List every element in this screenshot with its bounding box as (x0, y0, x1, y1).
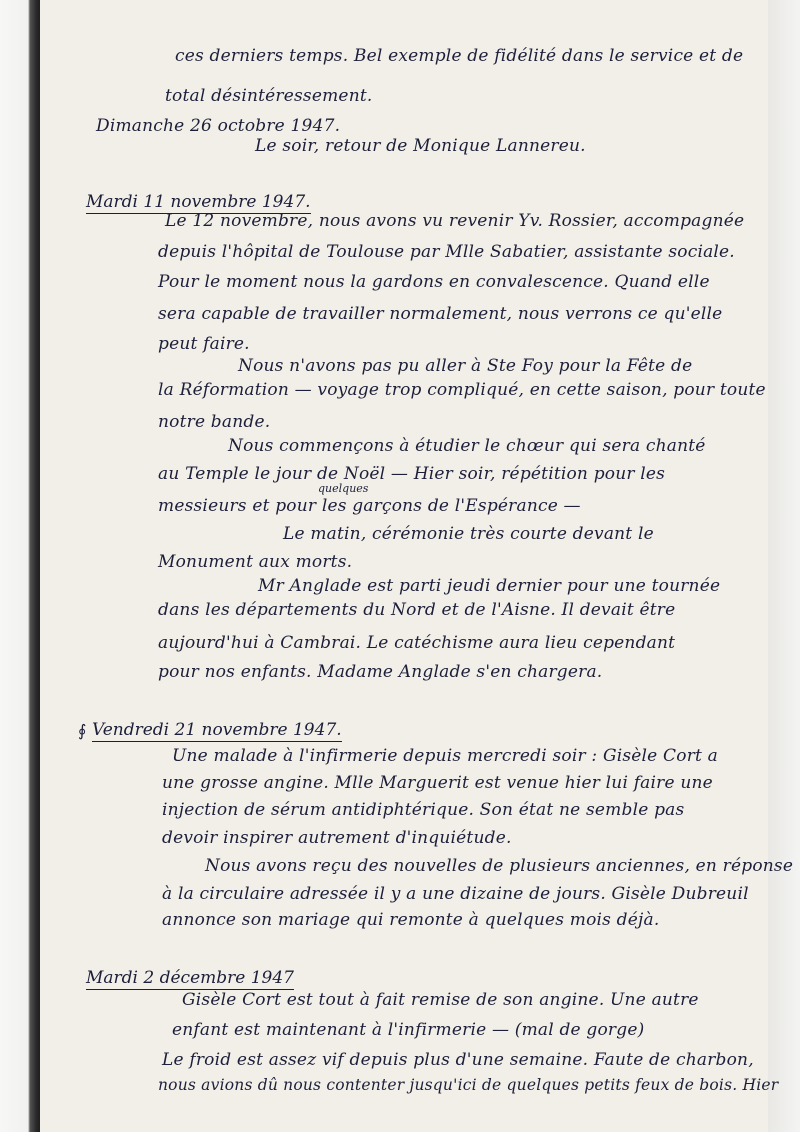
text-line: enfant est maintenant à l'infirmerie — (mal de gorge) (172, 1020, 645, 1040)
text-line: ces derniers temps. Bel exemple de fidélité dans le service et de (175, 46, 744, 66)
insertion-note: quelques (318, 482, 369, 495)
date-line: Dimanche 26 octobre 1947. (96, 116, 341, 136)
manuscript-page (40, 0, 768, 1132)
text-line: la Réformation — voyage trop compliqué, en cette saison, pour toute (158, 380, 766, 400)
text-line: Nous avons reçu des nouvelles de plusieurs anciennes, en réponse (205, 856, 794, 876)
text-line: Nous commençons à étudier le chœur qui sera chanté (228, 436, 706, 456)
text-line: nous avions dû nous contenter jusqu'ici de quelques petits feux de bois. Hier (158, 1076, 779, 1094)
text-line: total désintéressement. (165, 86, 373, 106)
text-line: injection de sérum antidiphtérique. Son état ne semble pas (162, 800, 685, 820)
text-line: Le froid est assez vif depuis plus d'une semaine. Faute de charbon, (162, 1050, 754, 1070)
entry-heading: Mardi 11 novembre 1947. (86, 192, 311, 212)
text-line: annonce son mariage qui remonte à quelques mois déjà. (162, 910, 660, 930)
text-line: Le soir, retour de Monique Lannereu. (255, 136, 586, 156)
text-line: Le 12 novembre, nous avons vu revenir Yv. Rossier, accompagnée (165, 211, 745, 231)
text-line: pour nos enfants. Madame Anglade s'en chargera. (158, 662, 603, 682)
entry-heading: Mardi 2 décembre 1947 (86, 968, 294, 988)
text-line: à la circulaire adressée il y a une dizaine de jours. Gisèle Dubreuil (162, 884, 749, 904)
binding-shadow (0, 0, 40, 1132)
text-line: depuis l'hôpital de Toulouse par Mlle Sabatier, assistante sociale. (158, 242, 735, 262)
page-margin (768, 0, 800, 1132)
text-line: peut faire. (158, 334, 250, 354)
text-line: devoir inspirer autrement d'inquiétude. (162, 828, 512, 848)
text-line: Pour le moment nous la gardons en convalescence. Quand elle (158, 272, 710, 292)
text-line: Le matin, cérémonie très courte devant le (283, 524, 654, 544)
text-line: messieurs et pour les garçons de l'Espérance — (158, 496, 581, 516)
margin-mark-icon: ∮ (78, 721, 87, 740)
text-line: Une malade à l'infirmerie depuis mercredi soir : Gisèle Cort a (172, 746, 718, 766)
text-line: Nous n'avons pas pu aller à Ste Foy pour la Fête de (238, 356, 693, 376)
text-line: notre bande. (158, 412, 271, 432)
entry-heading: Vendredi 21 novembre 1947. (92, 720, 342, 740)
text-line: Gisèle Cort est tout à fait remise de son angine. Une autre (182, 990, 699, 1010)
text-line: une grosse angine. Mlle Marguerit est venue hier lui faire une (162, 773, 713, 793)
text-line: au Temple le jour de Noël — Hier soir, répétition pour les (158, 464, 666, 484)
text-line: dans les départements du Nord et de l'Aisne. Il devait être (158, 600, 676, 620)
text-line: aujourd'hui à Cambrai. Le catéchisme aura lieu cependant (158, 633, 676, 653)
text-line: Monument aux morts. (158, 552, 353, 572)
text-line: sera capable de travailler normalement, nous verrons ce qu'elle (158, 304, 723, 324)
text-line: Mr Anglade est parti jeudi dernier pour une tournée (258, 576, 721, 596)
